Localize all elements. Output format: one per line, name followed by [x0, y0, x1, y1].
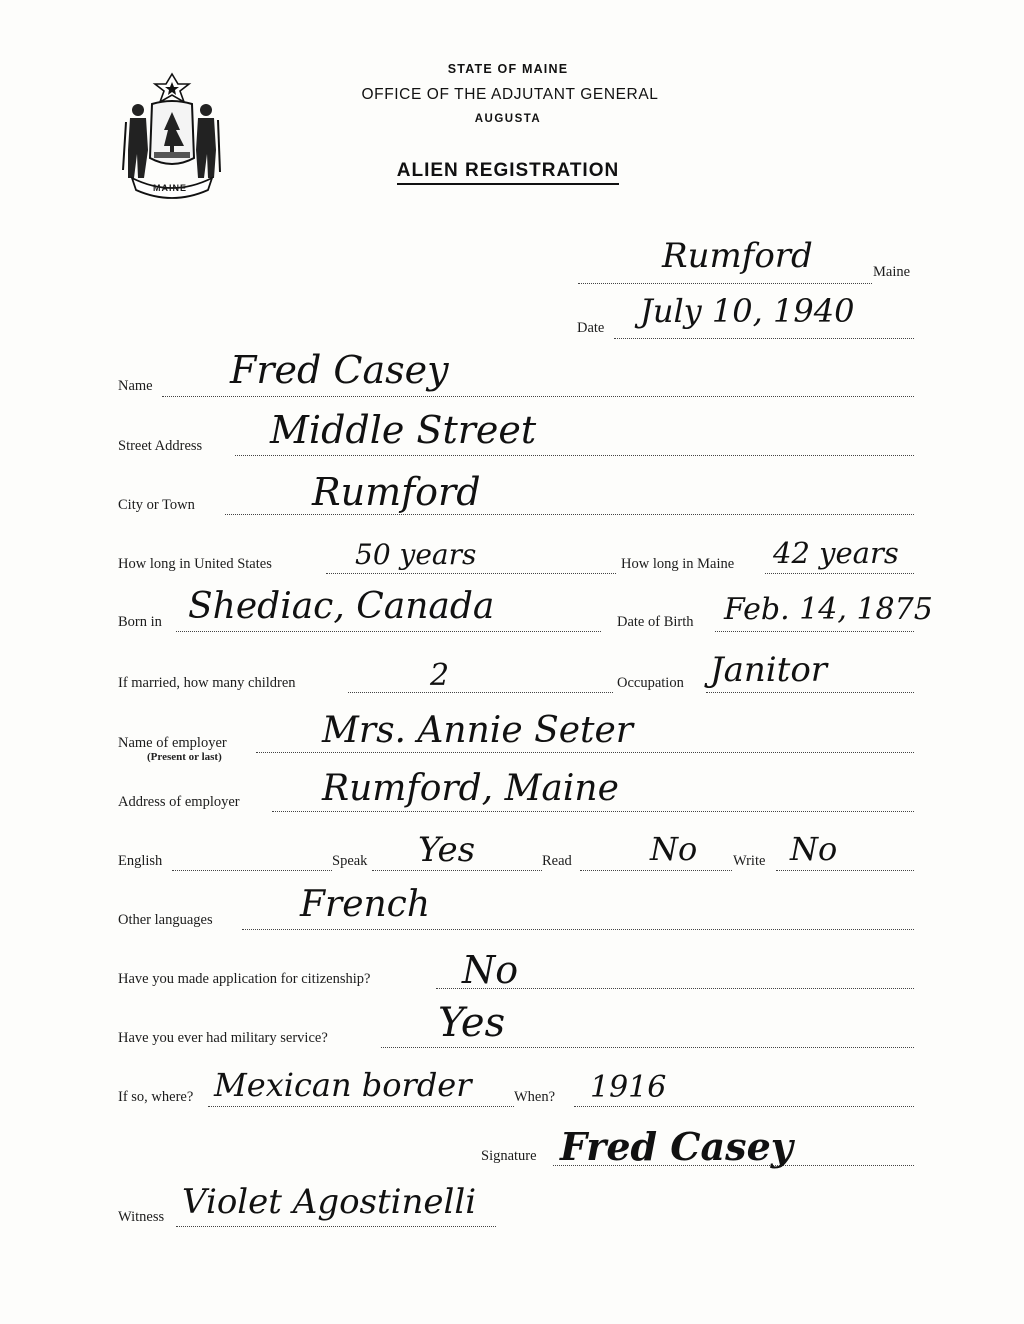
maine-years-label: How long in Maine: [621, 556, 735, 572]
employer-label: Name of employer: [118, 735, 227, 751]
english-line: [172, 870, 332, 871]
dob-line: [715, 631, 914, 632]
citizenship-value: No: [462, 948, 519, 992]
children-value: 2: [430, 658, 450, 693]
date-line: [614, 338, 914, 339]
us-years-line: [326, 573, 616, 574]
employer-value: Mrs. Annie Seter: [322, 710, 634, 751]
employer-address-label: Address of employer: [118, 794, 240, 810]
form-title: ALIEN REGISTRATION: [0, 160, 1020, 182]
speak-line: [372, 870, 542, 871]
write-label: Write: [733, 853, 766, 869]
occupation-label: Occupation: [617, 675, 684, 691]
occupation-value: Janitor: [710, 650, 828, 690]
office-heading: OFFICE OF THE ADJUTANT GENERAL: [361, 86, 659, 103]
employer-sublabel: (Present or last): [147, 751, 222, 763]
name-value: Fred Casey: [230, 348, 449, 392]
witness-line: [176, 1226, 496, 1227]
city-value: Rumford: [312, 470, 481, 514]
dob-value: Feb. 14, 1875: [724, 592, 933, 627]
military-value: Yes: [438, 1000, 506, 1046]
read-line: [580, 870, 732, 871]
maine-label: Maine: [873, 264, 911, 280]
us-years-value: 50 years: [355, 538, 477, 571]
city-line: [225, 514, 914, 515]
maine-years-value: 42 years: [773, 536, 899, 570]
born-label: Born in: [118, 614, 162, 630]
state-heading: STATE OF MAINE: [447, 62, 569, 76]
date-value: July 10, 1940: [640, 292, 855, 330]
speak-label: Speak: [332, 853, 368, 869]
employer-line: [256, 752, 914, 753]
witness-label: Witness: [118, 1209, 165, 1225]
write-line: [776, 870, 914, 871]
born-line: [176, 631, 601, 632]
where-label: If so, where?: [118, 1089, 194, 1105]
place-value: Rumford: [662, 236, 813, 276]
name-line: [162, 396, 914, 397]
citizenship-label: Have you made application for citizenship?: [118, 971, 371, 987]
children-line: [348, 692, 613, 693]
maine-years-line: [765, 573, 914, 574]
english-label: English: [118, 853, 163, 869]
witness-value: Violet Agostinelli: [182, 1182, 477, 1222]
other-languages-line: [242, 929, 914, 930]
city-label: City or Town: [118, 497, 195, 513]
seal-label: MAINE: [153, 183, 187, 193]
when-line: [574, 1106, 914, 1107]
employer-address-value: Rumford, Maine: [322, 768, 619, 809]
city-heading: AUGUSTA: [474, 113, 542, 125]
street-value: Middle Street: [270, 408, 537, 452]
military-line: [381, 1047, 914, 1048]
where-value: Mexican border: [214, 1066, 472, 1104]
born-value: Shediac, Canada: [188, 586, 495, 627]
name-label: Name: [118, 378, 153, 394]
write-value: No: [790, 830, 838, 868]
read-label: Read: [542, 853, 572, 869]
military-label: Have you ever had military service?: [118, 1030, 328, 1046]
place-line: [578, 283, 872, 284]
where-line: [208, 1106, 514, 1107]
speak-value: Yes: [418, 830, 476, 870]
other-languages-label: Other languages: [118, 912, 213, 928]
signature-value: Fred Casey: [560, 1124, 793, 1169]
signature-label: Signature: [481, 1148, 537, 1164]
other-languages-value: French: [300, 884, 431, 925]
street-line: [235, 455, 914, 456]
when-label: When?: [514, 1089, 556, 1105]
children-label: If married, how many children: [118, 675, 296, 691]
dob-label: Date of Birth: [617, 614, 694, 630]
street-label: Street Address: [118, 438, 203, 454]
when-value: 1916: [590, 1070, 667, 1105]
employer-address-line: [272, 811, 914, 812]
read-value: No: [650, 830, 698, 868]
date-label: Date: [577, 320, 605, 336]
occupation-line: [706, 692, 914, 693]
us-years-label: How long in United States: [118, 556, 272, 572]
